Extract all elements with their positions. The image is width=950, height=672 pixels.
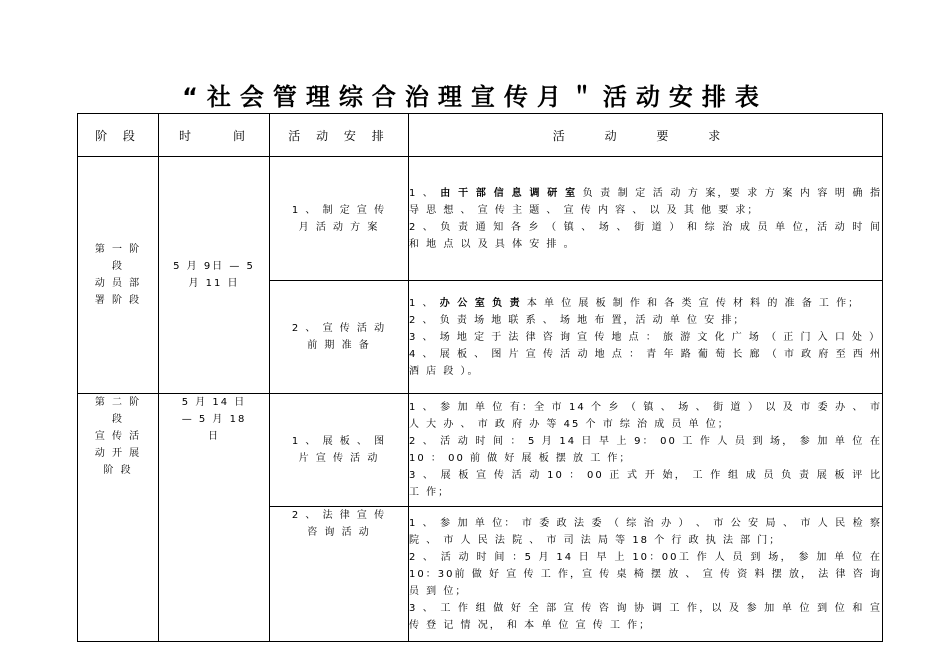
requirement-text: 4 、 展 板 、 图 片 宣 传 活 动 地 点 ： 青 年 路 葡 萄 长 廊 （ 市 政 府 至 西 州 酒 店 段 ）。	[409, 348, 882, 377]
stage-line: 署 阶 段	[94, 295, 142, 306]
time-line: 5 月 14 日	[181, 397, 247, 408]
requirements-cell	[409, 394, 883, 507]
header-stage: 阶 段	[78, 114, 159, 157]
requirement-text: 2 、 活 动 时 间 ： 5 月 14 日 早 上 9： 00 工 作 人 员 到 场， 参 加 单 位 在 10 ： 00 前 做 好 展 板 摆 放 工 作；	[409, 436, 882, 464]
requirement-item	[409, 312, 882, 329]
stage-cell	[78, 394, 159, 642]
stage-line: 动 开 展	[94, 448, 142, 459]
requirement-item	[409, 600, 882, 634]
table-row	[78, 394, 883, 507]
requirement-text: 1 、	[409, 187, 441, 199]
time-cell	[159, 394, 270, 642]
time-line: 5 月 9日 — 5	[173, 261, 255, 272]
stage-line: 动 员 部	[94, 278, 142, 289]
activity-line: 咨 询 活 动	[307, 527, 371, 538]
requirement-text: 2 、 负 责 通 知 各 乡 （ 镇 、 场 、 街 道 ） 和 综 治 成 员 单 位，活 动 时 间 和 地 点 以 及 具 体 安 排 。	[409, 221, 882, 250]
activity-cell	[270, 394, 409, 507]
requirement-text: 1 、 参 加 单 位 有：全 市 14 个 乡 （ 镇 、 场 、 街 道 ） 以 及 市 委 办 、 市 人 大 办 、 市 政 府 办 等 45 个 市 综 治 成 员 单 位；	[409, 402, 882, 430]
stage-line: 第 二 阶	[94, 397, 142, 408]
requirement-text: 负 责 制 定 活 动 方 案，要 求 方 案 内 容 明 确 指 导 思 想 、 宣 传 主 题 、 宣 传 内 容 、 以 及 其 他 要 求；	[409, 187, 882, 216]
header-time-b: 间	[233, 128, 252, 143]
requirement-item	[409, 399, 882, 433]
activity-cell	[270, 507, 409, 642]
stage-line: 宣 传 活	[94, 431, 142, 442]
document-title: “社会管理综合治理宣传月＂活动安排表	[182, 83, 768, 111]
activity-line: 2 、 法 律 宣 传	[291, 510, 387, 521]
requirements-cell	[409, 507, 883, 642]
requirement-text: 3 、 工 作 组 做 好 全 部 宣 传 咨 询 协 调 工 作，以 及 参 加 单 位 到 位 和 宣 传 登 记 情 况， 和 本 单 位 宣 传 工 作；	[409, 602, 882, 631]
schedule-table	[77, 113, 883, 642]
requirement-item	[409, 549, 882, 600]
header-activity: 活 动 安 排	[270, 114, 409, 157]
requirement-responsible: 由 干 部 信 息 调 研 室	[440, 187, 578, 199]
header-requirements: 活 动 要 求	[409, 114, 883, 157]
requirement-text: 1 、	[409, 297, 440, 309]
time-line: — 5 月 18	[181, 414, 247, 425]
header-time	[159, 114, 270, 157]
requirement-item	[409, 185, 882, 219]
stage-line: 段	[112, 261, 124, 272]
requirement-item	[409, 433, 882, 467]
activity-line: 2 、 宣 传 活 动	[291, 323, 387, 334]
activity-cell	[270, 281, 409, 394]
header-time-a: 时	[179, 128, 198, 143]
requirement-item	[409, 219, 882, 253]
requirement-text: 3 、 场 地 定 于 法 律 咨 询 宣 传 地 点 ： 旅 游 文 化 广 场 （ 正 门 入 口 处 ）	[409, 331, 882, 343]
requirement-text: 2 、 活 动 时 间 ：5 月 14 日 早 上 10：00工 作 人 员 到 场， 参 加 单 位 在 10：30前 做 好 宣 传 工 作，宣 传 桌 椅 摆 放 、 宣 传 资 料 摆 放， 法 律 咨 询 员 到 位；	[409, 551, 882, 597]
activity-line: 片 宣 传 活 动	[298, 453, 380, 464]
activity-line: 1 、 制 定 宣 传	[291, 204, 387, 216]
stage-line: 段	[112, 414, 124, 425]
requirement-item	[409, 467, 882, 501]
requirement-text: 本 单 位 展 板 制 作 和 各 类 宣 传 材 料 的 准 备 工 作；	[521, 297, 861, 309]
requirements-cell	[409, 157, 883, 281]
requirement-text: 1 、 参 加 单 位： 市 委 政 法 委 （ 综 治 办 ） 、 市 公 安 局 、 市 人 民 检 察 院 、 市 人 民 法 院 、 市 司 法 局 等 18 个 行 政 执 法 部 门；	[409, 517, 882, 546]
activity-line: 1 、 展 板 、 图	[291, 436, 387, 447]
activity-line: 月 活 动 方 案	[298, 221, 380, 233]
table-header-row	[78, 114, 883, 157]
table-row	[78, 157, 883, 281]
activity-cell	[270, 157, 409, 281]
requirement-item	[409, 329, 882, 346]
requirements-cell	[409, 281, 883, 394]
time-line: 日	[208, 431, 220, 442]
time-line: 月 11 日	[188, 278, 240, 289]
stage-line: 阶 段	[103, 465, 133, 476]
stage-cell	[78, 157, 159, 394]
requirement-item	[409, 295, 882, 312]
requirement-text: 2 、 负 责 场 地 联 系 、 场 地 布 置，活 动 单 位 安 排；	[409, 314, 746, 326]
stage-line: 第 一 阶	[94, 244, 142, 255]
requirement-item	[409, 515, 882, 549]
activity-line: 前 期 准 备	[307, 340, 371, 351]
requirement-item	[409, 346, 882, 380]
time-cell	[159, 157, 270, 394]
requirement-text: 3 、 展 板 宣 传 活 动 10 ： 00 正 式 开 始， 工 作 组 成 员 负 责 展 板 评 比 工 作；	[409, 470, 882, 498]
requirement-responsible: 办 公 室 负 责	[439, 297, 522, 309]
